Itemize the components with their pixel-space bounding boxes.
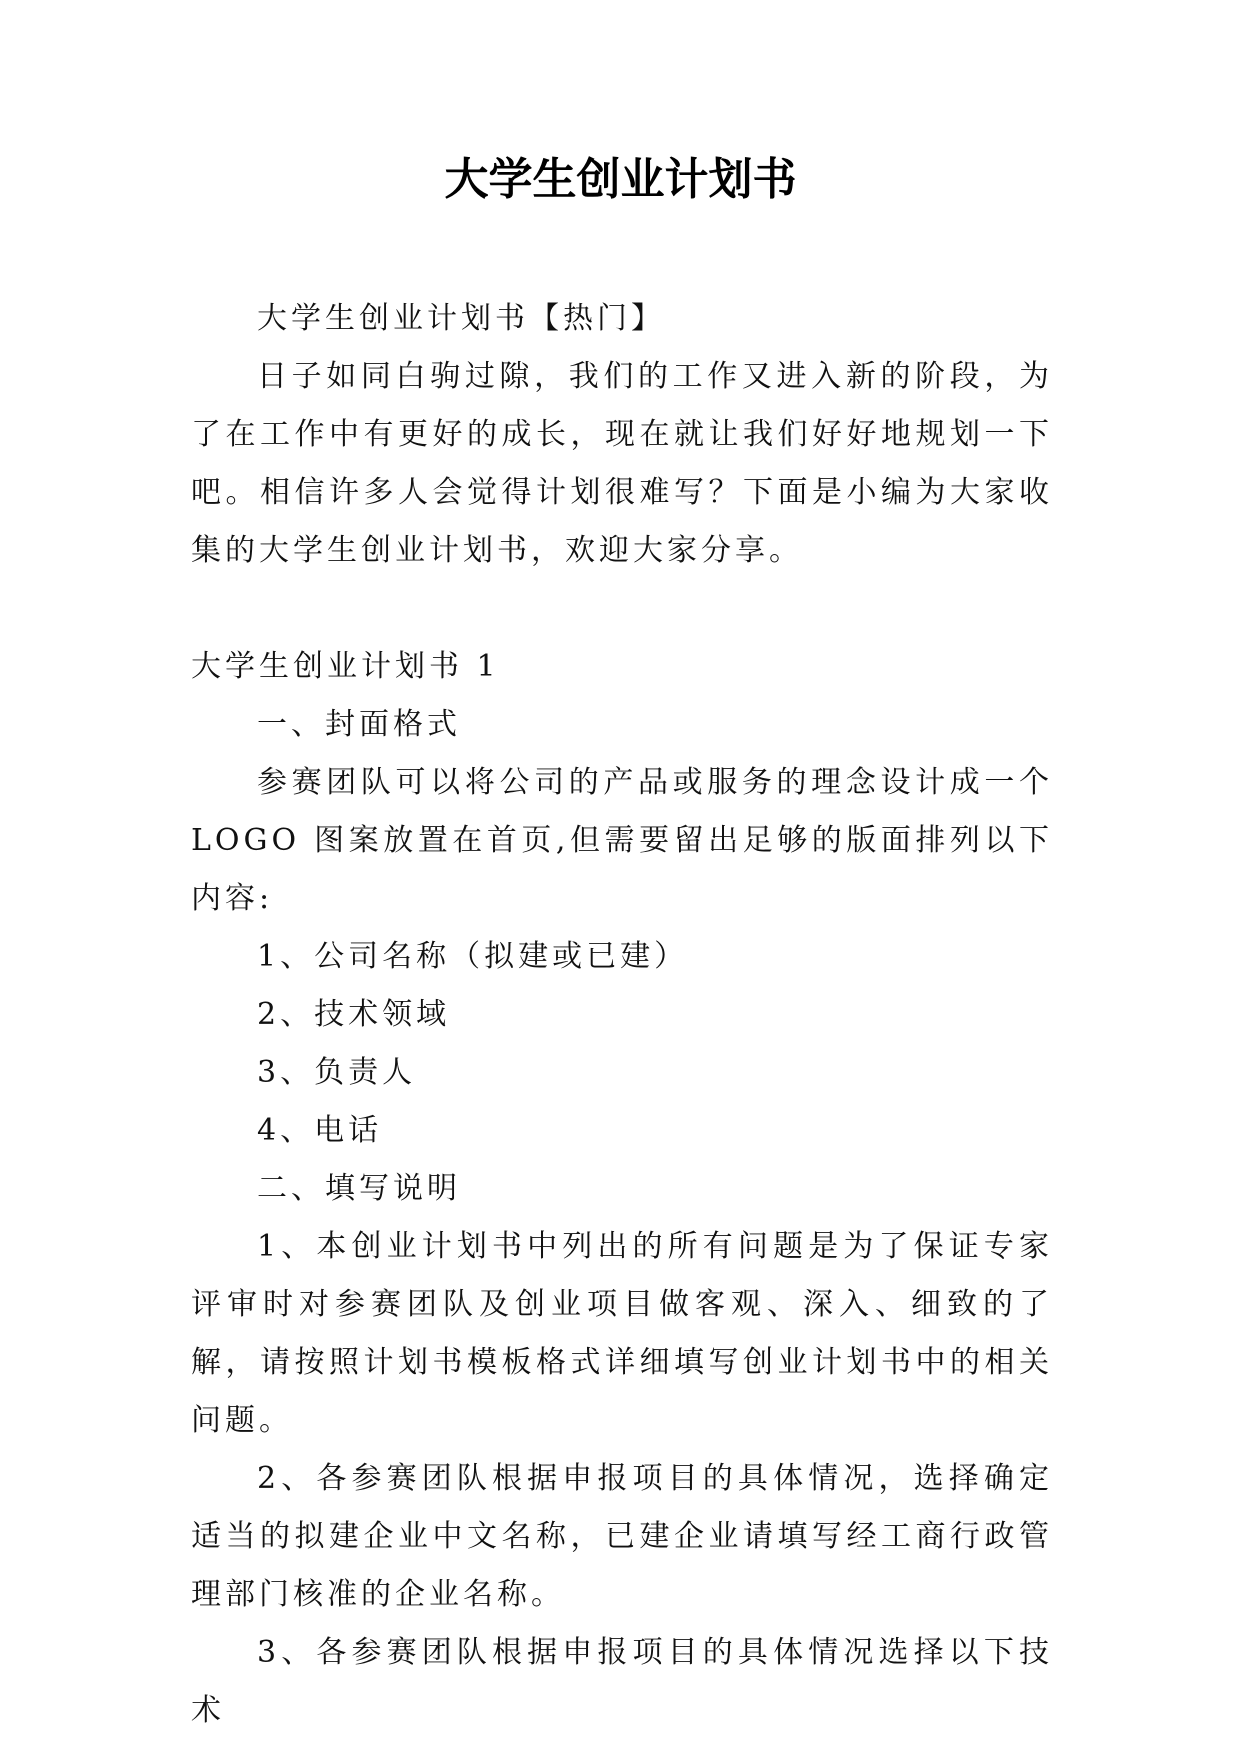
intro-paragraph: 日子如同白驹过隙，我们的工作又进入新的阶段，为了在工作中有更好的成长，现在就让我们好好地规划一下吧。相信许多人会觉得计划很难写？下面是小编为大家收集的大学生创业计划书，欢迎大家分享。 [191, 359, 1053, 568]
instruction-paragraph-3: 3、各参赛团队根据申报项目的具体情况选择以下技术 [191, 1635, 1053, 1728]
section-spacer [191, 580, 1053, 638]
document-title: 大学生创业计划书 [444, 154, 797, 205]
list-item-phone: 4、电话 [257, 1113, 383, 1148]
section-heading: 大学生创业计划书 1 [191, 649, 500, 684]
list-item-company-name: 1、公司名称（拟建或已建） [257, 939, 689, 974]
instruction-paragraph-2: 2、各参赛团队根据申报项目的具体情况，选择确定适当的拟建企业中文名称，已建企业请填写经工商行政管理部门核准的企业名称。 [191, 1461, 1053, 1612]
document-body [191, 290, 1053, 1740]
instruction-paragraph-1: 1、本创业计划书中列出的所有问题是为了保证专家评审时对参赛团队及创业项目做客观、深入、细致的了解，请按照计划书模板格式详细填写创业计划书中的相关问题。 [191, 1229, 1053, 1438]
intro-heading: 大学生创业计划书【热门】 [257, 301, 665, 336]
cover-format-paragraph: 参赛团队可以将公司的产品或服务的理念设计成一个LOGO 图案放置在首页,但需要留出足够的版面排列以下内容: [191, 765, 1053, 916]
list-item-owner: 3、负责人 [257, 1055, 417, 1090]
list-item-tech-field: 2、技术领域 [257, 997, 451, 1032]
subsection-instructions: 二、填写说明 [257, 1171, 461, 1206]
subsection-cover-format: 一、封面格式 [257, 707, 461, 742]
